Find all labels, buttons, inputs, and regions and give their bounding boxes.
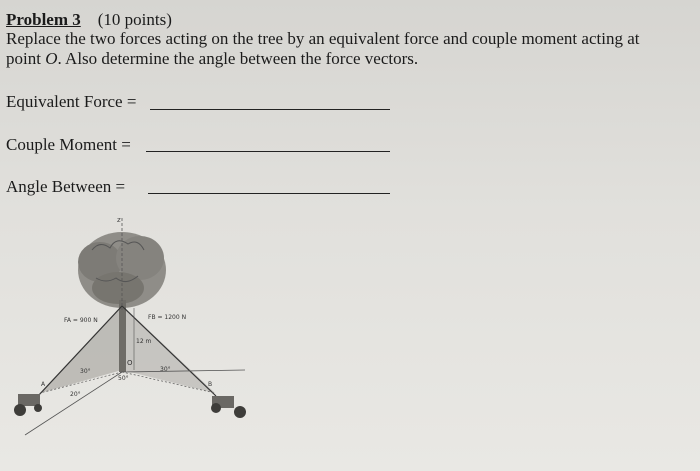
couple-moment-label: Couple Moment = xyxy=(6,135,131,154)
couple-moment-blank[interactable] xyxy=(146,151,390,152)
angle-between-blank[interactable] xyxy=(148,193,390,194)
equivalent-force-blank[interactable] xyxy=(150,109,390,110)
problem-statement-line1: Replace the two forces acting on the tree by an equivalent force and couple moment acting at xyxy=(6,29,640,48)
problem-statement-line2 xyxy=(6,49,418,69)
problem-header xyxy=(6,10,172,30)
force-b-label: FB = 1200 N xyxy=(148,314,187,321)
origin-label: O xyxy=(127,359,133,367)
statement-text: point xyxy=(6,49,46,68)
point-o: O xyxy=(45,49,58,68)
z-axis-label: z xyxy=(117,216,121,224)
force-a-label: FA = 900 N xyxy=(64,317,98,324)
tractor-a-icon xyxy=(14,394,42,416)
equivalent-force-label: Equivalent Force = xyxy=(6,92,137,111)
angle-label-a: 30° xyxy=(80,368,91,375)
angle-label-b: 30° xyxy=(160,366,171,373)
tractor-b-icon xyxy=(211,396,246,418)
tree-trunk xyxy=(119,300,126,372)
tree-force-diagram xyxy=(0,200,270,471)
angle-label-20: 20° xyxy=(70,391,81,398)
angle-label-50: 50° xyxy=(118,375,129,382)
point-b-label: B xyxy=(208,381,213,388)
problem-points: (10 points) xyxy=(97,10,172,29)
point-a-label: A xyxy=(41,381,46,388)
height-label: 12 m xyxy=(136,338,152,345)
angle-between-label: Angle Between = xyxy=(6,177,126,196)
statement-text: . Also determine the angle between the force vectors. xyxy=(57,49,419,68)
problem-title: Problem 3 xyxy=(6,10,81,29)
